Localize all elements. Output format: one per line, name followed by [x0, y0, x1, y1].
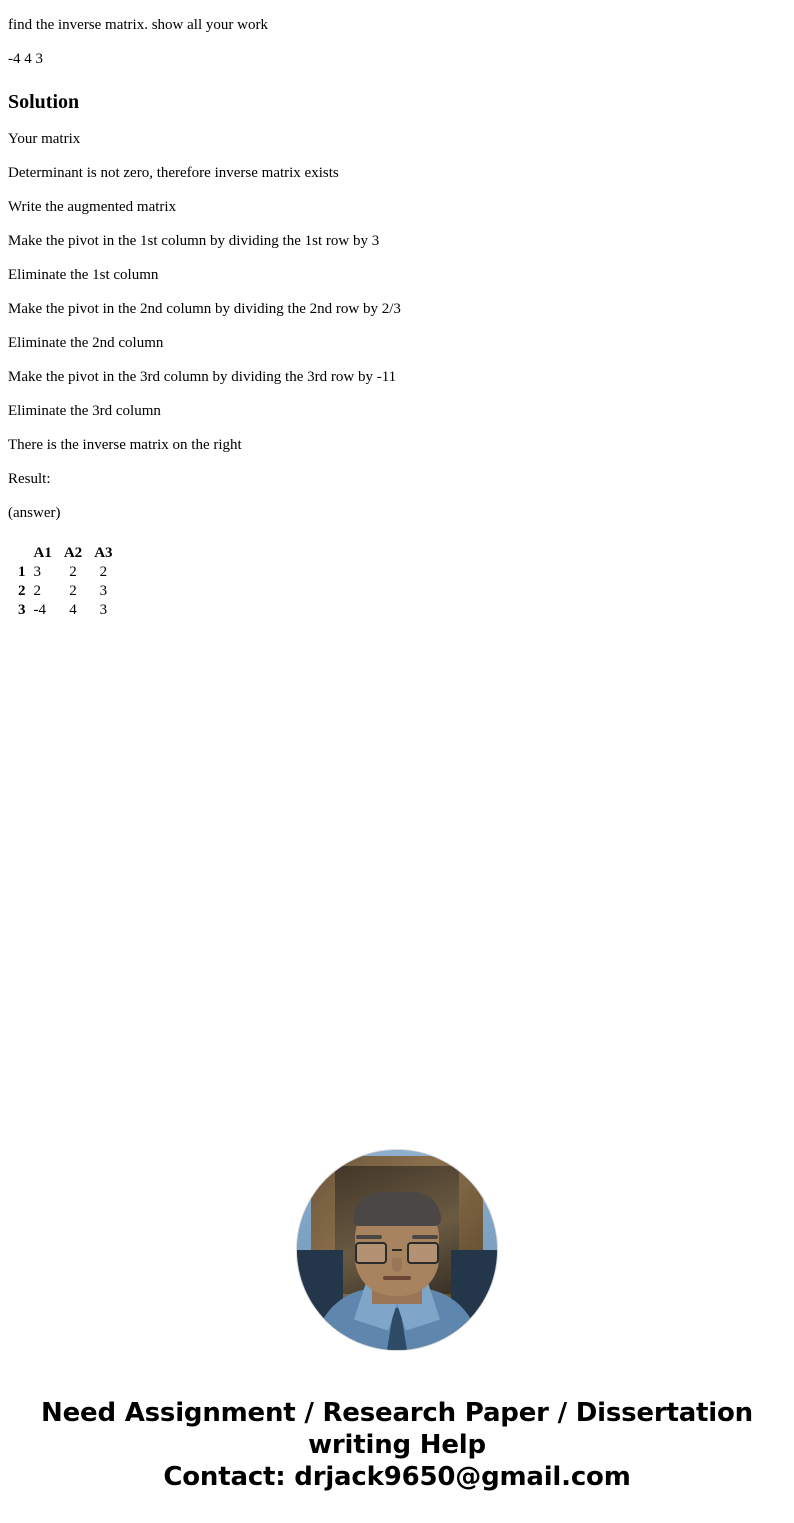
document-content	[0, 0, 794, 620]
promo-photo-container	[0, 1150, 794, 1350]
solution-step: Eliminate the 3rd column	[8, 403, 161, 419]
avatar-nose	[392, 1258, 402, 1272]
solution-answer-label: (answer)	[8, 505, 61, 521]
solution-step: Eliminate the 2nd column	[8, 335, 164, 351]
solution-step: Determinant is not zero, therefore inverse matrix exists	[8, 165, 339, 181]
column-header-a3: A3	[94, 545, 113, 561]
cell-r1c2: 2	[69, 564, 77, 580]
row-header-1: 1	[18, 564, 26, 580]
column-header-a2: A2	[63, 545, 83, 561]
promo-text	[0, 1398, 794, 1492]
cell-r3c1: -4	[33, 602, 46, 618]
promo-line-2: writing Help	[308, 1430, 486, 1460]
matrix-table	[12, 544, 119, 620]
cell-r2c3: 3	[99, 583, 108, 599]
avatar-mouth	[383, 1276, 411, 1280]
cell-r2c1: 2	[33, 583, 41, 599]
solution-heading: Solution	[8, 91, 80, 113]
solution-result-label: Result:	[8, 471, 51, 487]
table-row	[12, 563, 119, 582]
solution-step: Your matrix	[8, 131, 81, 147]
table-corner-cell	[12, 544, 28, 563]
avatar-hair	[353, 1192, 441, 1226]
column-header-a1: A1	[33, 545, 52, 561]
solution-step: Make the pivot in the 1st column by dividing the 1st row by 3	[8, 233, 380, 249]
layout-spacer	[0, 620, 794, 1140]
avatar-glasses-bridge	[392, 1249, 402, 1251]
question-matrix-row: -4 4 3	[8, 51, 43, 67]
cell-r3c2: 4	[69, 602, 77, 618]
avatar-eyebrow-right	[412, 1235, 438, 1239]
solution-step: Make the pivot in the 2nd column by dividing the 2nd row by 2/3	[8, 301, 401, 317]
row-header-2: 2	[18, 583, 26, 599]
cell-r3c3: 3	[99, 602, 108, 618]
avatar-glasses-left	[355, 1242, 387, 1264]
cell-r2c2: 2	[69, 583, 77, 599]
table-header-row	[12, 544, 119, 563]
solution-step: There is the inverse matrix on the right	[8, 437, 242, 453]
solution-step: Eliminate the 1st column	[8, 267, 159, 283]
promo-contact: Contact: drjack9650@gmail.com	[163, 1462, 631, 1492]
solution-step: Make the pivot in the 3rd column by dividing the 3rd row by -11	[8, 369, 397, 385]
question-prompt: find the inverse matrix. show all your work	[8, 17, 268, 33]
cell-r1c1: 3	[33, 564, 41, 580]
row-header-3: 3	[18, 602, 26, 618]
cell-r1c3: 2	[99, 564, 108, 580]
table-row	[12, 601, 119, 620]
table-row	[12, 582, 119, 601]
avatar-glasses-right	[407, 1242, 439, 1264]
avatar-eyebrow-left	[356, 1235, 382, 1239]
avatar	[297, 1150, 497, 1350]
promo-line-1: Need Assignment / Research Paper / Dissertation	[41, 1398, 753, 1428]
solution-step: Write the augmented matrix	[8, 199, 177, 215]
